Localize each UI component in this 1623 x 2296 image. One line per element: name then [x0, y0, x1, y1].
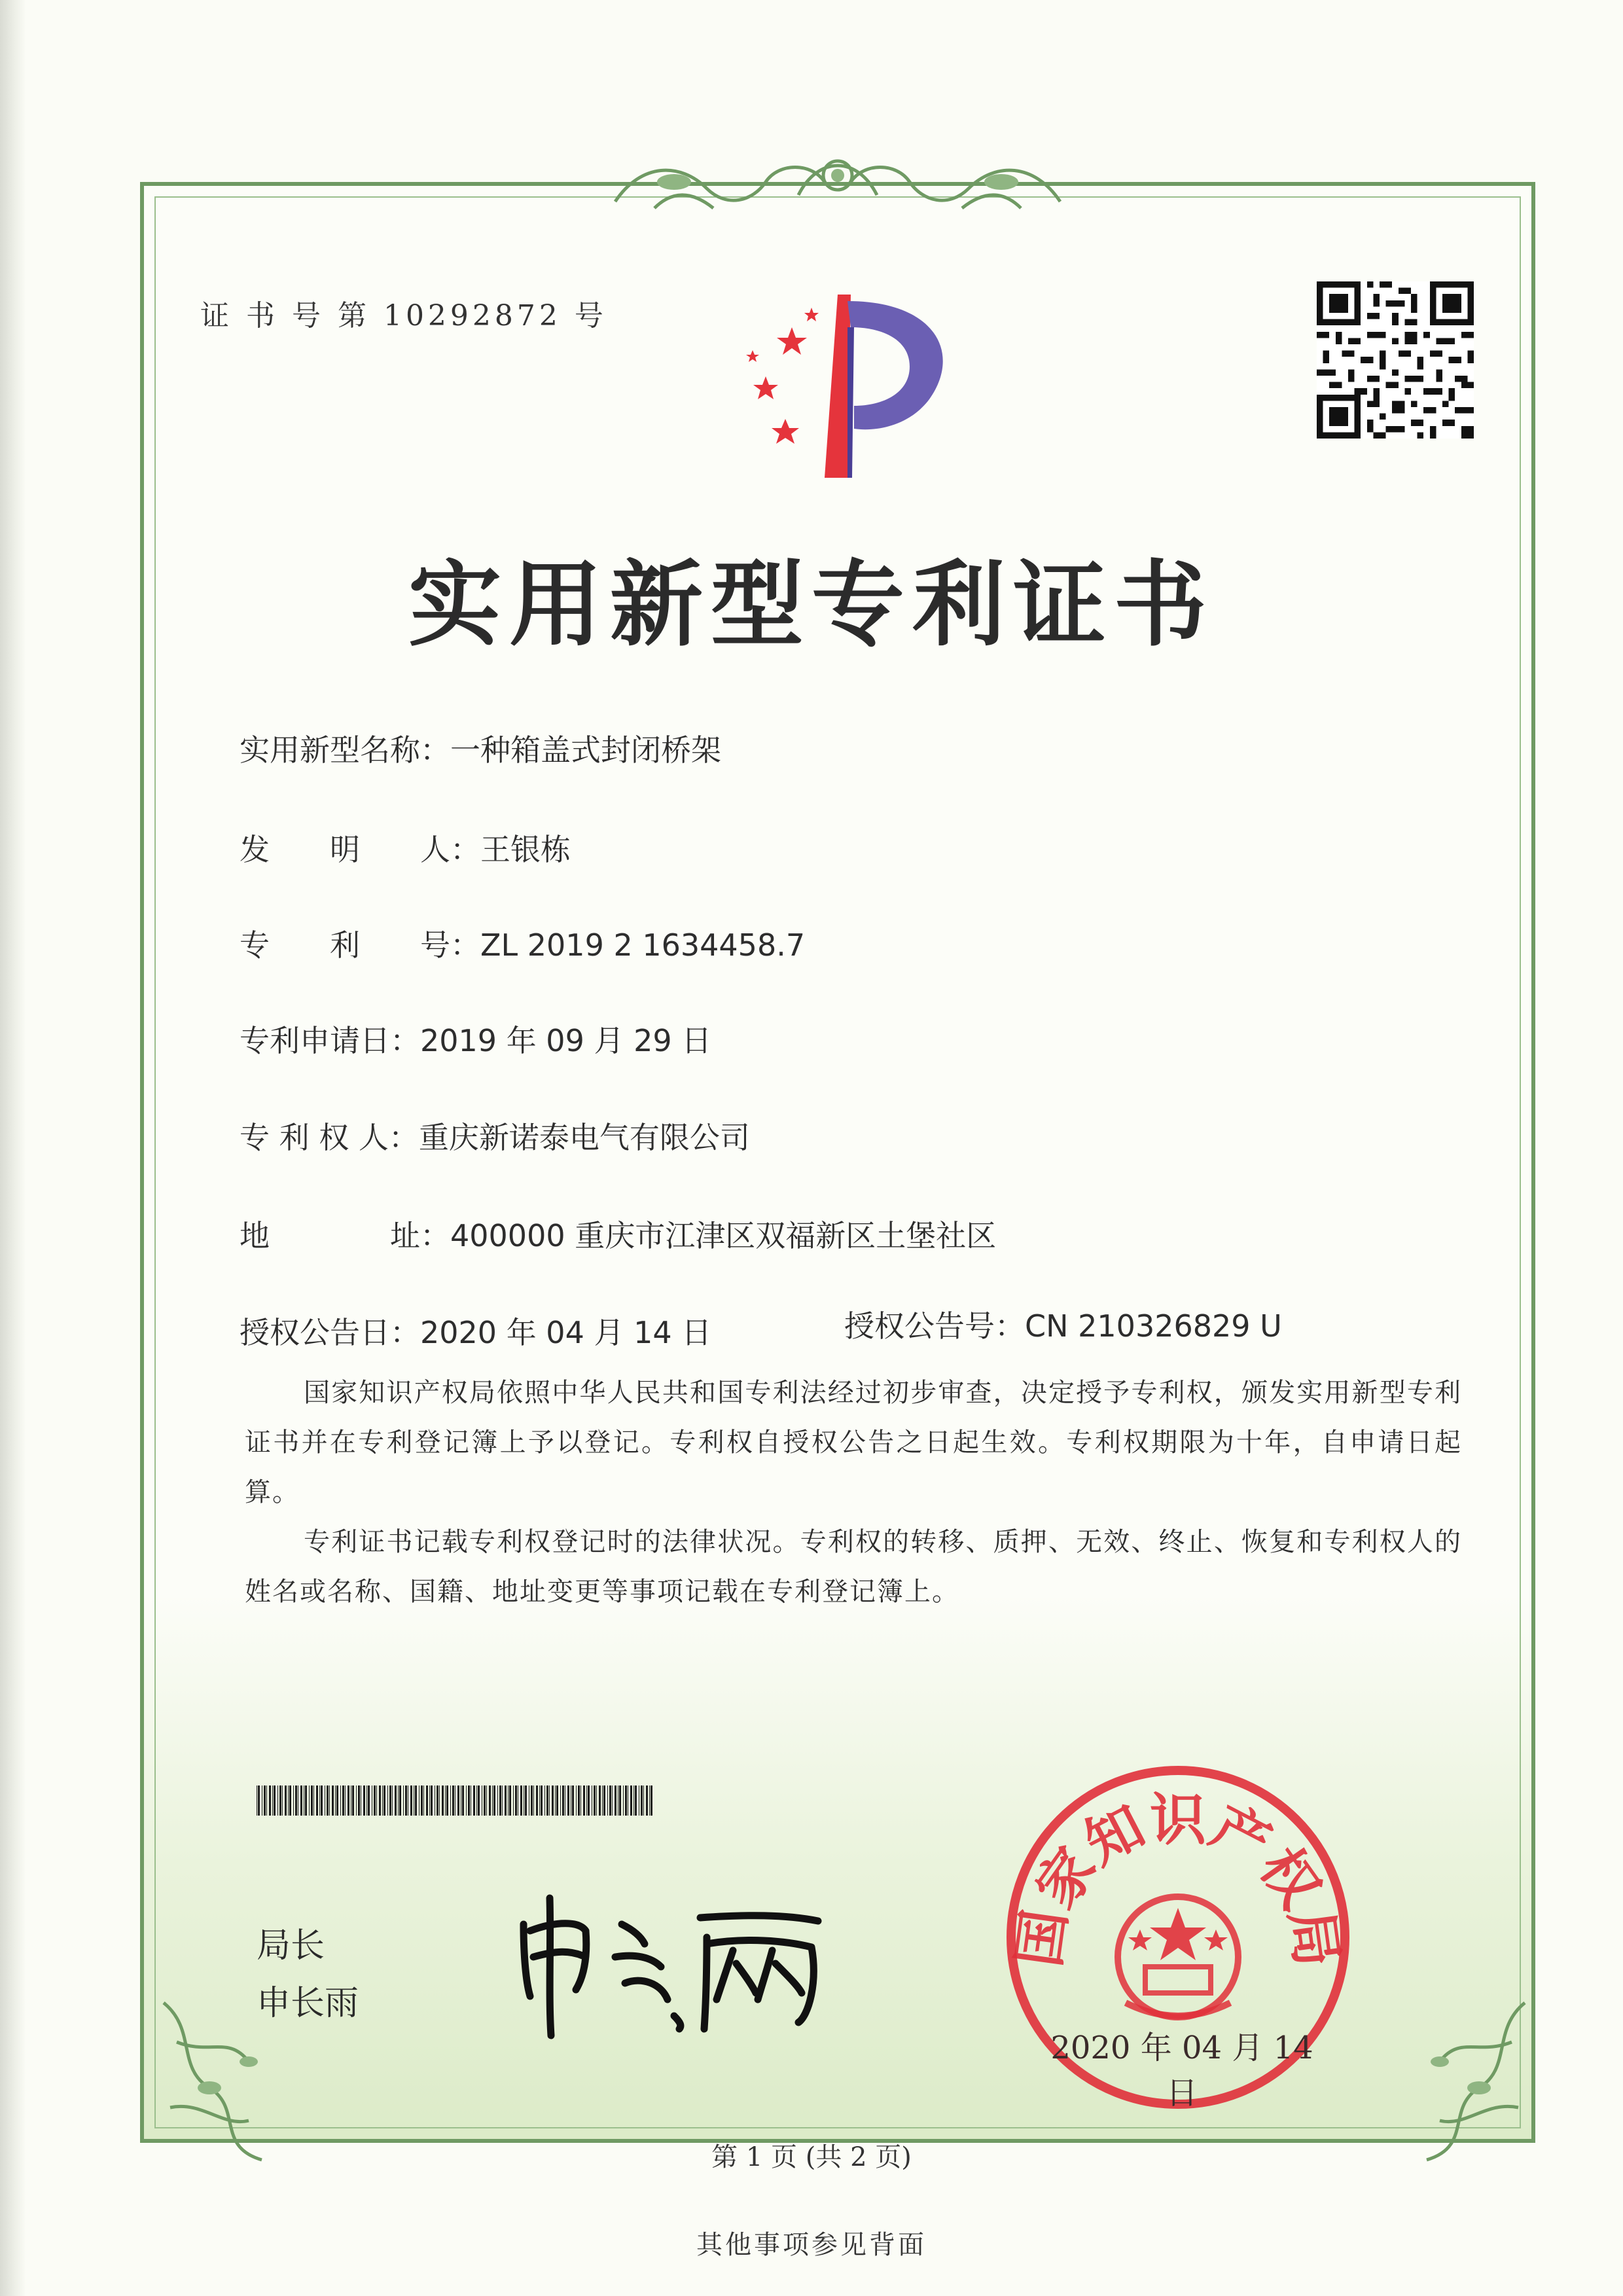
scan-edge-shadow: [0, 0, 26, 2296]
field-value: 一种箱盖式封闭桥架: [450, 732, 721, 768]
field-label: 专利申请日：: [240, 1023, 420, 1058]
official-title: 局长: [257, 1926, 325, 1965]
field-label: 授权公告号：: [844, 1308, 1025, 1344]
field-label: 地 址：: [240, 1218, 450, 1253]
qr-code-icon: [1317, 281, 1474, 439]
certificate-number: 证 书 号 第 10292872 号: [200, 299, 607, 332]
field-grant-date: [240, 1309, 711, 1352]
field-label: 专 利 权 人：: [240, 1120, 419, 1155]
field-label: 发 明 人：: [240, 832, 480, 867]
seal-date: 2020 年 04 月 14 日: [1050, 2030, 1313, 2111]
page-indicator: 第 1 页 (共 2 页): [711, 2142, 912, 2172]
field-value: 重庆新诺泰电气有限公司: [418, 1120, 750, 1155]
statement-paragraph-2: 专利证书记载专利权登记时的法律状况。专利权的转移、质押、无效、终止、恢复和专利权人的姓名或名称、国籍、地址变更等事项记载在专利登记簿上。: [245, 1527, 1462, 1607]
official-name: 申长雨: [257, 1984, 359, 2023]
seal-text: 国家知识产权局: [1006, 1787, 1350, 1971]
field-value: 王银栋: [480, 832, 571, 867]
field-value: 2019 年 09 月 29 日: [420, 1023, 712, 1058]
field-value: CN 210326829 U: [1025, 1308, 1282, 1344]
cnipa-logo-icon: [713, 288, 962, 484]
signature-image: [510, 1885, 864, 2049]
footer-note: 其他事项参见背面: [696, 2230, 927, 2260]
field-label: 授权公告日：: [240, 1315, 420, 1350]
field-inventor: [240, 826, 571, 869]
field-grant-number: [844, 1302, 1282, 1346]
field-patent-number: [240, 922, 805, 965]
field-value: ZL 2019 2 1634458.7: [480, 927, 806, 963]
field-application-date: [240, 1017, 711, 1060]
field-value: 2020 年 04 月 14 日: [420, 1315, 712, 1350]
field-label: 专 利 号：: [240, 927, 480, 963]
field-patentee: [240, 1114, 750, 1157]
field-value: 400000 重庆市江津区双福新区土堡社区: [450, 1218, 997, 1253]
barcode-icon: [257, 1785, 657, 1816]
top-ornament: [602, 136, 1073, 221]
statement-paragraph-1: 国家知识产权局依照中华人民共和国专利法经过初步审查，决定授予专利权，颁发实用新型专利证书并在专利登记簿上予以登记。专利权自授权公告之日起生效。专利权期限为十年，自申请日起算。: [245, 1378, 1462, 1507]
field-address: [240, 1212, 996, 1255]
field-label: 实用新型名称：: [240, 732, 450, 768]
field-utility-model-name: [240, 726, 721, 770]
certificate-title: 实用新型专利证书: [408, 551, 1215, 659]
